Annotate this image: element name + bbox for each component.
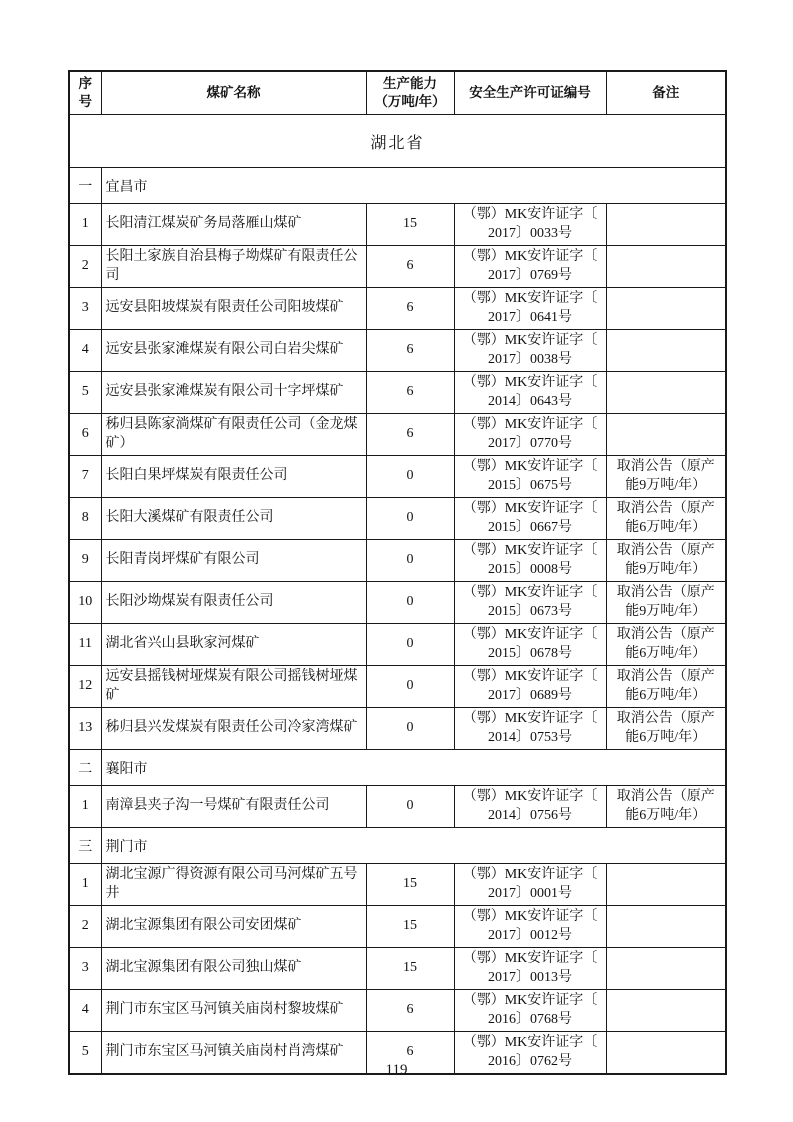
remark-cell bbox=[606, 414, 726, 456]
capacity-cell bbox=[366, 666, 454, 708]
license-cell-line: （鄂）MK安许证字〔 bbox=[462, 867, 598, 883]
license-cell-line: 2015〕0667号 bbox=[488, 519, 572, 535]
mine-name-cell bbox=[101, 624, 366, 666]
mine-row bbox=[69, 288, 726, 330]
page-number: 119 bbox=[385, 1062, 408, 1078]
remark-cell bbox=[606, 288, 726, 330]
capacity-cell-line: 0 bbox=[406, 510, 414, 526]
license-cell-line: （鄂）MK安许证字〔 bbox=[462, 627, 598, 643]
city-section-row bbox=[69, 828, 726, 864]
row-number-cell bbox=[69, 414, 101, 456]
capacity-cell bbox=[366, 990, 454, 1032]
mine-name-cell bbox=[101, 414, 366, 456]
capacity-cell-line: 0 bbox=[406, 678, 414, 694]
remark-cell-line: 取消公告（原产 bbox=[616, 543, 715, 559]
header-capacity bbox=[366, 71, 454, 115]
row-number-cell bbox=[69, 990, 101, 1032]
capacity-cell-line: 0 bbox=[406, 552, 414, 568]
capacity-cell bbox=[366, 204, 454, 246]
remark-cell-line: 能9万吨/年） bbox=[625, 603, 707, 619]
capacity-cell-line: 0 bbox=[406, 468, 414, 484]
mine-name-cell-line: 长阳白果坪煤炭有限责任公司 bbox=[105, 468, 288, 484]
capacity-cell bbox=[366, 330, 454, 372]
license-cell-line: 2017〕0641号 bbox=[488, 309, 572, 325]
license-cell-line: 2017〕0012号 bbox=[488, 927, 572, 943]
license-cell-line: （鄂）MK安许证字〔 bbox=[462, 669, 598, 685]
license-cell-line: （鄂）MK安许证字〔 bbox=[462, 417, 598, 433]
remark-cell-line: 取消公告（原产 bbox=[616, 711, 715, 727]
license-cell-line: 2017〕0001号 bbox=[488, 885, 572, 901]
mine-row bbox=[69, 456, 726, 498]
row-number-cell bbox=[69, 288, 101, 330]
mine-row bbox=[69, 906, 726, 948]
city-section-name: 襄阳市 bbox=[101, 750, 726, 786]
capacity-cell-line: 15 bbox=[403, 216, 417, 232]
license-cell-line: （鄂）MK安许证字〔 bbox=[462, 249, 598, 265]
license-cell-line: （鄂）MK安许证字〔 bbox=[462, 993, 598, 1009]
mine-name-cell bbox=[101, 666, 366, 708]
mine-row bbox=[69, 624, 726, 666]
city-section-row bbox=[69, 168, 726, 204]
row-number-cell bbox=[69, 498, 101, 540]
license-cell bbox=[454, 666, 606, 708]
mine-name-cell bbox=[101, 330, 366, 372]
license-cell bbox=[454, 906, 606, 948]
remark-cell-line: 能6万吨/年） bbox=[625, 645, 707, 661]
capacity-cell bbox=[366, 624, 454, 666]
license-cell-line: 2014〕0756号 bbox=[488, 807, 572, 823]
remark-cell-line: 能6万吨/年） bbox=[625, 519, 707, 535]
capacity-cell bbox=[366, 498, 454, 540]
license-cell-line: （鄂）MK安许证字〔 bbox=[462, 951, 598, 967]
remark-cell bbox=[606, 582, 726, 624]
mine-name-cell bbox=[101, 204, 366, 246]
capacity-cell-line: 0 bbox=[406, 798, 414, 814]
mine-name-cell bbox=[101, 246, 366, 288]
city-section-name: 宜昌市 bbox=[101, 168, 726, 204]
capacity-cell bbox=[366, 906, 454, 948]
mine-name-cell bbox=[101, 540, 366, 582]
mine-row bbox=[69, 540, 726, 582]
remark-cell-line: 能6万吨/年） bbox=[625, 807, 707, 823]
row-number-cell-line: 4 bbox=[81, 1002, 89, 1018]
mine-row bbox=[69, 330, 726, 372]
mine-name-cell-line: 长阳青岗坪煤矿有限公司 bbox=[105, 552, 260, 568]
license-cell-line: 2017〕0033号 bbox=[488, 225, 572, 241]
mine-name-cell bbox=[101, 786, 366, 828]
header-remark: 备注 bbox=[606, 71, 726, 115]
remark-cell bbox=[606, 498, 726, 540]
capacity-cell-line: 0 bbox=[406, 636, 414, 652]
row-number-cell-line: 1 bbox=[81, 798, 89, 814]
license-cell bbox=[454, 864, 606, 906]
capacity-cell bbox=[366, 864, 454, 906]
license-cell bbox=[454, 414, 606, 456]
table-header-row bbox=[69, 71, 726, 115]
row-number-cell-line: 2 bbox=[81, 918, 89, 934]
license-cell-line: （鄂）MK安许证字〔 bbox=[462, 711, 598, 727]
row-number-cell-line: 6 bbox=[81, 426, 89, 442]
remark-cell bbox=[606, 246, 726, 288]
mine-row bbox=[69, 708, 726, 750]
remark-cell-line: 取消公告（原产 bbox=[616, 585, 715, 601]
remark-cell-line: 取消公告（原产 bbox=[616, 789, 715, 805]
license-cell bbox=[454, 624, 606, 666]
license-cell-line: （鄂）MK安许证字〔 bbox=[462, 375, 598, 391]
capacity-cell-line: 15 bbox=[403, 876, 417, 892]
capacity-cell bbox=[366, 540, 454, 582]
remark-cell bbox=[606, 330, 726, 372]
mine-name-cell bbox=[101, 288, 366, 330]
mine-row bbox=[69, 582, 726, 624]
capacity-cell bbox=[366, 414, 454, 456]
mine-name-cell bbox=[101, 990, 366, 1032]
mine-name-cell-line: 秭归县兴发煤炭有限责任公司冷家湾煤矿 bbox=[105, 720, 358, 736]
mine-row bbox=[69, 414, 726, 456]
mine-row bbox=[69, 204, 726, 246]
mine-row bbox=[69, 948, 726, 990]
mine-name-cell bbox=[101, 582, 366, 624]
license-cell-line: （鄂）MK安许证字〔 bbox=[462, 585, 598, 601]
remark-cell-line: 取消公告（原产 bbox=[616, 627, 715, 643]
mine-name-cell bbox=[101, 906, 366, 948]
mine-row bbox=[69, 372, 726, 414]
remark-cell bbox=[606, 666, 726, 708]
capacity-cell bbox=[366, 948, 454, 990]
license-cell-line: 2017〕0770号 bbox=[488, 435, 572, 451]
row-number-cell-line: 5 bbox=[81, 1044, 89, 1060]
mine-name-cell bbox=[101, 708, 366, 750]
mine-name-cell-line: 湖北宝源集团有限公司安团煤矿 bbox=[105, 918, 302, 934]
row-number-cell-line: 1 bbox=[81, 216, 89, 232]
row-number-cell-line: 10 bbox=[78, 594, 93, 610]
license-cell-line: 2017〕0769号 bbox=[488, 267, 572, 283]
license-cell-line: （鄂）MK安许证字〔 bbox=[462, 909, 598, 925]
mine-row bbox=[69, 498, 726, 540]
license-cell-line: 2015〕0008号 bbox=[488, 561, 572, 577]
header-capacity-line2: （万吨/年） bbox=[374, 94, 446, 109]
row-number-cell bbox=[69, 906, 101, 948]
mine-name-cell-line: 荆门市东宝区马河镇关庙岗村肖湾煤矿 bbox=[105, 1044, 344, 1060]
license-cell-line: 2017〕0689号 bbox=[488, 687, 572, 703]
row-number-cell-line: 9 bbox=[81, 552, 89, 568]
license-cell bbox=[454, 456, 606, 498]
license-cell bbox=[454, 582, 606, 624]
mine-row bbox=[69, 864, 726, 906]
coal-mine-table bbox=[68, 70, 727, 1075]
row-number-cell bbox=[69, 456, 101, 498]
mine-name-cell bbox=[101, 372, 366, 414]
license-cell bbox=[454, 246, 606, 288]
remark-cell-line: 能6万吨/年） bbox=[625, 729, 707, 745]
header-capacity-line1: 生产能力 bbox=[383, 76, 437, 92]
capacity-cell bbox=[366, 288, 454, 330]
mine-name-cell-line: 远安县张家滩煤炭有限公司白岩尖煤矿 bbox=[105, 342, 344, 358]
license-cell bbox=[454, 498, 606, 540]
license-cell bbox=[454, 540, 606, 582]
mine-name-cell bbox=[101, 864, 366, 906]
capacity-cell bbox=[366, 372, 454, 414]
remark-cell bbox=[606, 864, 726, 906]
row-number-cell-line: 13 bbox=[78, 720, 93, 736]
license-cell-line: （鄂）MK安许证字〔 bbox=[462, 543, 598, 559]
city-section-row bbox=[69, 750, 726, 786]
mine-name-cell-line: 远安县摇钱树垭煤炭有限公司摇钱树垭煤矿 bbox=[105, 669, 358, 703]
capacity-cell-line: 6 bbox=[406, 384, 414, 400]
capacity-cell-line: 6 bbox=[406, 1044, 414, 1060]
capacity-cell-line: 6 bbox=[406, 426, 414, 442]
remark-cell bbox=[606, 786, 726, 828]
capacity-cell-line: 15 bbox=[403, 918, 417, 934]
remark-cell-line: 能6万吨/年） bbox=[625, 687, 707, 703]
mine-row bbox=[69, 666, 726, 708]
license-cell-line: （鄂）MK安许证字〔 bbox=[462, 1035, 598, 1051]
row-number-cell-line: 12 bbox=[78, 678, 93, 694]
license-cell bbox=[454, 330, 606, 372]
capacity-cell bbox=[366, 246, 454, 288]
row-number-cell-line: 2 bbox=[81, 258, 89, 274]
city-section-index: 三 bbox=[69, 828, 101, 864]
mine-row bbox=[69, 990, 726, 1032]
license-cell-line: （鄂）MK安许证字〔 bbox=[462, 207, 598, 223]
row-number-cell bbox=[69, 540, 101, 582]
header-mine-name: 煤矿名称 bbox=[101, 71, 366, 115]
remark-cell bbox=[606, 372, 726, 414]
license-cell-line: 2015〕0673号 bbox=[488, 603, 572, 619]
row-number-cell bbox=[69, 624, 101, 666]
license-cell-line: 2014〕0643号 bbox=[488, 393, 572, 409]
remark-cell bbox=[606, 456, 726, 498]
capacity-cell-line: 0 bbox=[406, 594, 414, 610]
remark-cell-line: 能9万吨/年） bbox=[625, 561, 707, 577]
license-cell bbox=[454, 708, 606, 750]
mine-name-cell-line: 长阳土家族自治县梅子坳煤矿有限责任公司 bbox=[105, 249, 358, 283]
row-number-cell bbox=[69, 582, 101, 624]
mine-name-cell-line: 湖北宝源集团有限公司独山煤矿 bbox=[105, 960, 302, 976]
capacity-cell-line: 6 bbox=[406, 258, 414, 274]
row-number-cell-line: 4 bbox=[81, 342, 89, 358]
mine-name-cell-line: 长阳大溪煤矿有限责任公司 bbox=[105, 510, 274, 526]
capacity-cell bbox=[366, 708, 454, 750]
mine-name-cell-line: 荆门市东宝区马河镇关庙岗村黎坡煤矿 bbox=[105, 1002, 344, 1018]
mine-name-cell-line: 远安县张家滩煤炭有限公司十字坪煤矿 bbox=[105, 384, 344, 400]
row-number-cell-line: 7 bbox=[81, 468, 89, 484]
capacity-cell-line: 15 bbox=[403, 960, 417, 976]
remark-cell bbox=[606, 948, 726, 990]
row-number-cell-line: 3 bbox=[81, 300, 89, 316]
city-section-index: 二 bbox=[69, 750, 101, 786]
mine-name-cell-line: 秭归县陈家淌煤矿有限责任公司（金龙煤矿） bbox=[105, 417, 358, 451]
license-cell-line: 2015〕0675号 bbox=[488, 477, 572, 493]
license-cell-line: （鄂）MK安许证字〔 bbox=[462, 789, 598, 805]
mine-name-cell-line: 远安县阳坡煤炭有限责任公司阳坡煤矿 bbox=[105, 300, 344, 316]
mine-name-cell-line: 湖北宝源广得资源有限公司马河煤矿五号井 bbox=[105, 867, 358, 901]
license-cell bbox=[454, 288, 606, 330]
mine-name-cell bbox=[101, 948, 366, 990]
license-cell-line: （鄂）MK安许证字〔 bbox=[462, 459, 598, 475]
remark-cell bbox=[606, 990, 726, 1032]
province-name: 湖北省 bbox=[69, 115, 726, 168]
license-cell-line: 2016〕0762号 bbox=[488, 1053, 572, 1069]
license-cell bbox=[454, 948, 606, 990]
license-cell bbox=[454, 990, 606, 1032]
license-cell-line: 2015〕0678号 bbox=[488, 645, 572, 661]
row-number-cell-line: 5 bbox=[81, 384, 89, 400]
mine-name-cell bbox=[101, 456, 366, 498]
table-body bbox=[69, 115, 726, 1075]
row-number-cell bbox=[69, 246, 101, 288]
city-section-name: 荆门市 bbox=[101, 828, 726, 864]
row-number-cell bbox=[69, 330, 101, 372]
row-number-cell-line: 8 bbox=[81, 510, 89, 526]
capacity-cell bbox=[366, 582, 454, 624]
row-number-cell bbox=[69, 372, 101, 414]
license-cell bbox=[454, 204, 606, 246]
license-cell-line: 2014〕0753号 bbox=[488, 729, 572, 745]
remark-cell bbox=[606, 204, 726, 246]
license-cell-line: （鄂）MK安许证字〔 bbox=[462, 291, 598, 307]
row-number-cell bbox=[69, 786, 101, 828]
capacity-cell-line: 6 bbox=[406, 1002, 414, 1018]
row-number-cell bbox=[69, 708, 101, 750]
license-cell-line: （鄂）MK安许证字〔 bbox=[462, 333, 598, 349]
row-number-cell-line: 11 bbox=[78, 636, 92, 652]
remark-cell bbox=[606, 540, 726, 582]
row-number-cell-line: 3 bbox=[81, 960, 89, 976]
license-cell-line: 2017〕0038号 bbox=[488, 351, 572, 367]
row-number-cell bbox=[69, 204, 101, 246]
mine-row bbox=[69, 786, 726, 828]
license-cell-line: （鄂）MK安许证字〔 bbox=[462, 501, 598, 517]
row-number-cell bbox=[69, 948, 101, 990]
remark-cell-line: 取消公告（原产 bbox=[616, 459, 715, 475]
license-cell bbox=[454, 372, 606, 414]
license-cell bbox=[454, 786, 606, 828]
capacity-cell bbox=[366, 786, 454, 828]
mine-name-cell-line: 长阳沙坳煤炭有限责任公司 bbox=[105, 594, 274, 610]
row-number-cell bbox=[69, 864, 101, 906]
remark-cell bbox=[606, 624, 726, 666]
row-number-cell bbox=[69, 666, 101, 708]
license-cell-line: 2017〕0013号 bbox=[488, 969, 572, 985]
remark-cell-line: 能9万吨/年） bbox=[625, 477, 707, 493]
row-number-cell-line: 1 bbox=[81, 876, 89, 892]
mine-row bbox=[69, 246, 726, 288]
remark-cell bbox=[606, 708, 726, 750]
remark-cell-line: 取消公告（原产 bbox=[616, 501, 715, 517]
capacity-cell-line: 6 bbox=[406, 300, 414, 316]
mine-name-cell-line: 南漳县夹子沟一号煤矿有限责任公司 bbox=[105, 798, 330, 814]
province-row bbox=[69, 115, 726, 168]
license-cell-line: 2016〕0768号 bbox=[488, 1011, 572, 1027]
header-serial-number: 序号 bbox=[69, 71, 101, 115]
city-section-index: 一 bbox=[69, 168, 101, 204]
mine-name-cell-line: 湖北省兴山县耿家河煤矿 bbox=[105, 636, 260, 652]
mine-name-cell-line: 长阳清江煤炭矿务局落雁山煤矿 bbox=[105, 216, 302, 232]
header-license-number: 安全生产许可证编号 bbox=[454, 71, 606, 115]
capacity-cell bbox=[366, 456, 454, 498]
remark-cell-line: 取消公告（原产 bbox=[616, 669, 715, 685]
remark-cell bbox=[606, 906, 726, 948]
capacity-cell-line: 0 bbox=[406, 720, 414, 736]
mine-name-cell bbox=[101, 498, 366, 540]
capacity-cell-line: 6 bbox=[406, 342, 414, 358]
